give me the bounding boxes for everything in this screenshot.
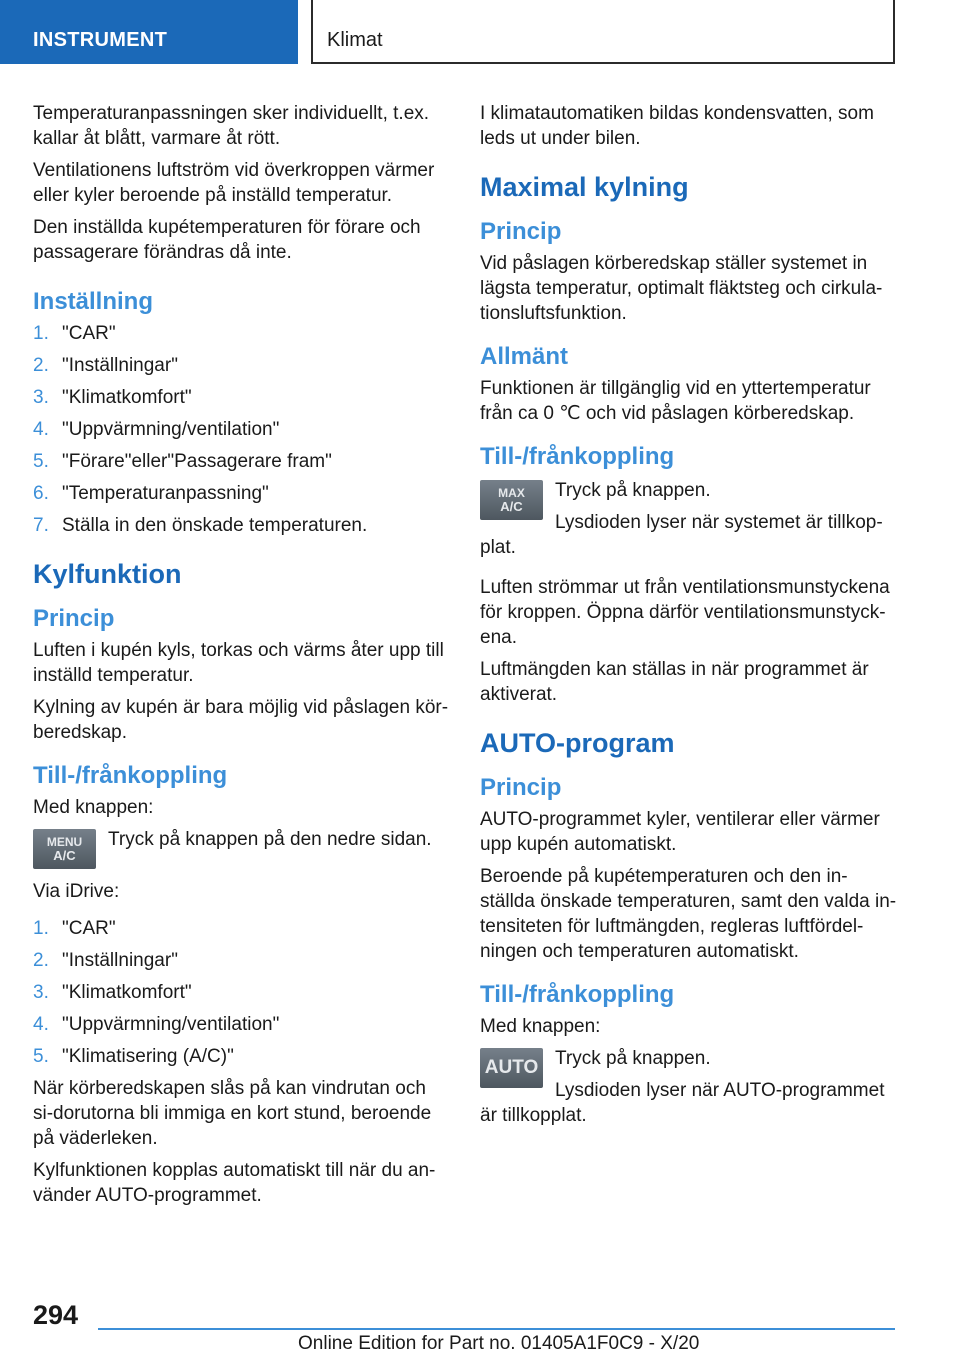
auto-instruction [480, 1046, 900, 1135]
list-item: 3. "Klimatkomfort" [33, 982, 192, 1003]
idrive-list [33, 916, 451, 1069]
allmant-heading: Allmänt [480, 343, 569, 370]
princip-heading: Princip [33, 605, 115, 632]
installning-list [33, 321, 451, 538]
paragraph: Tryck på knappen på den nedre sidan. [108, 829, 432, 850]
paragraph: Kylning av kupén är bara möjlig vid påslagen kör-beredskap. [33, 697, 449, 743]
max-ac-instruction [480, 478, 900, 567]
list-item: 2. "Inställningar" [33, 355, 178, 376]
paragraph: Beroende på kupétemperaturen och den in-ställda önskade temperaturen, samt den valda in-tensiteten för luftmängden, regleras luftfördel-ningen och temperaturen automatiskt. [480, 866, 897, 962]
paragraph: Den inställda kupétemperaturen för förare och passagerare förändras då inte. [33, 217, 421, 263]
footer-edition-text: Online Edition for Part no. 01405A1F0C9 - X/20 [298, 1333, 700, 1354]
list-item: 5. "Klimatisering (A/C)" [33, 1046, 234, 1067]
auto-program-heading: AUTO-program [480, 728, 675, 758]
paragraph: AUTO-programmet kyler, ventilerar eller värmer upp kupén automatiskt. [480, 809, 880, 855]
paragraph: Tryck på knappen. [555, 480, 711, 501]
page-number: 294 [33, 1300, 79, 1330]
list-item: 6. "Temperaturanpassning" [33, 483, 269, 504]
princip-heading: Princip [480, 218, 562, 245]
till-franskoppling-heading: Till-/frånkoppling [33, 762, 228, 789]
paragraph: I klimatautomatiken bildas kondensvatten, som leds ut under bilen. [480, 103, 874, 149]
paragraph: Lysdioden lyser när systemet är tillkop-plat. [480, 512, 883, 558]
section-tab [0, 0, 298, 64]
list-item: 4. "Uppvärmning/ventilation" [33, 419, 280, 440]
maximal-kylning-heading: Maximal kylning [480, 172, 689, 202]
paragraph: Luften strömmar ut från ventilationsmunstyckena för kroppen. Öppna därför ventilationsmunstyck-ena. [480, 577, 890, 648]
paragraph: Kylfunktionen kopplas automatiskt till när du an-vänder AUTO-programmet. [33, 1160, 436, 1206]
section-label: INSTRUMENT [33, 29, 168, 51]
princip-heading: Princip [480, 774, 562, 801]
list-item: 3. "Klimatkomfort" [33, 387, 192, 408]
list-item: 5. "Förare"eller"Passagerare fram" [33, 451, 332, 472]
menu-ac-instruction [33, 827, 451, 875]
list-item: 1. "CAR" [33, 918, 116, 939]
list-item: 1. "CAR" [33, 323, 116, 344]
paragraph: Vid påslagen körberedskap ställer systemet in lägsta temperatur, optimalt fläktsteg och cirkula-tionsluftsfunktion. [480, 253, 883, 324]
list-item: 7. Ställa in den önskade temperaturen. [33, 515, 368, 536]
paragraph: När körberedskapen slås på kan vindrutan och si-dorutorna bli immiga en kort stund, beroende på väderleken. [33, 1078, 432, 1149]
paragraph: Ventilationens luftström vid överkroppen värmer eller kyler beroende på inställd temperatur. [33, 160, 435, 206]
menu-ac-button-icon: MENU A/C [33, 829, 96, 869]
list-item: 2. "Inställningar" [33, 950, 178, 971]
paragraph: Luften i kupén kyls, torkas och värms åter upp till inställd temperatur. [33, 640, 444, 686]
left-column [33, 101, 451, 1215]
auto-button-icon: AUTO [480, 1048, 543, 1088]
paragraph: Med knappen: [33, 797, 154, 818]
right-column [480, 101, 900, 1137]
paragraph: Luftmängden kan ställas in när programmet är aktiverat. [480, 659, 869, 705]
max-ac-button-icon: MAX A/C [480, 480, 543, 520]
paragraph: Temperaturanpassningen sker individuellt, t.ex. kallar åt blått, varmare åt rött. [33, 103, 430, 149]
paragraph: Tryck på knappen. [555, 1048, 711, 1069]
paragraph: Med knappen: [480, 1016, 601, 1037]
list-item: 4. "Uppvärmning/ventilation" [33, 1014, 280, 1035]
chapter-label: Klimat [327, 29, 383, 51]
till-franskoppling-heading: Till-/frånkoppling [480, 443, 675, 470]
paragraph: Via iDrive: [33, 881, 120, 902]
kylfunktion-heading: Kylfunktion [33, 559, 182, 589]
chapter-tab [311, 0, 895, 64]
footer-divider [98, 1328, 895, 1330]
till-franskoppling-heading: Till-/frånkoppling [480, 981, 675, 1008]
paragraph: Funktionen är tillgänglig vid en yttertemperatur från ca 0 ℃ och vid påslagen körberedskap. [480, 378, 871, 424]
paragraph: Lysdioden lyser när AUTO-programmet är tillkopplat. [480, 1080, 885, 1126]
installning-heading: Inställning [33, 288, 153, 315]
